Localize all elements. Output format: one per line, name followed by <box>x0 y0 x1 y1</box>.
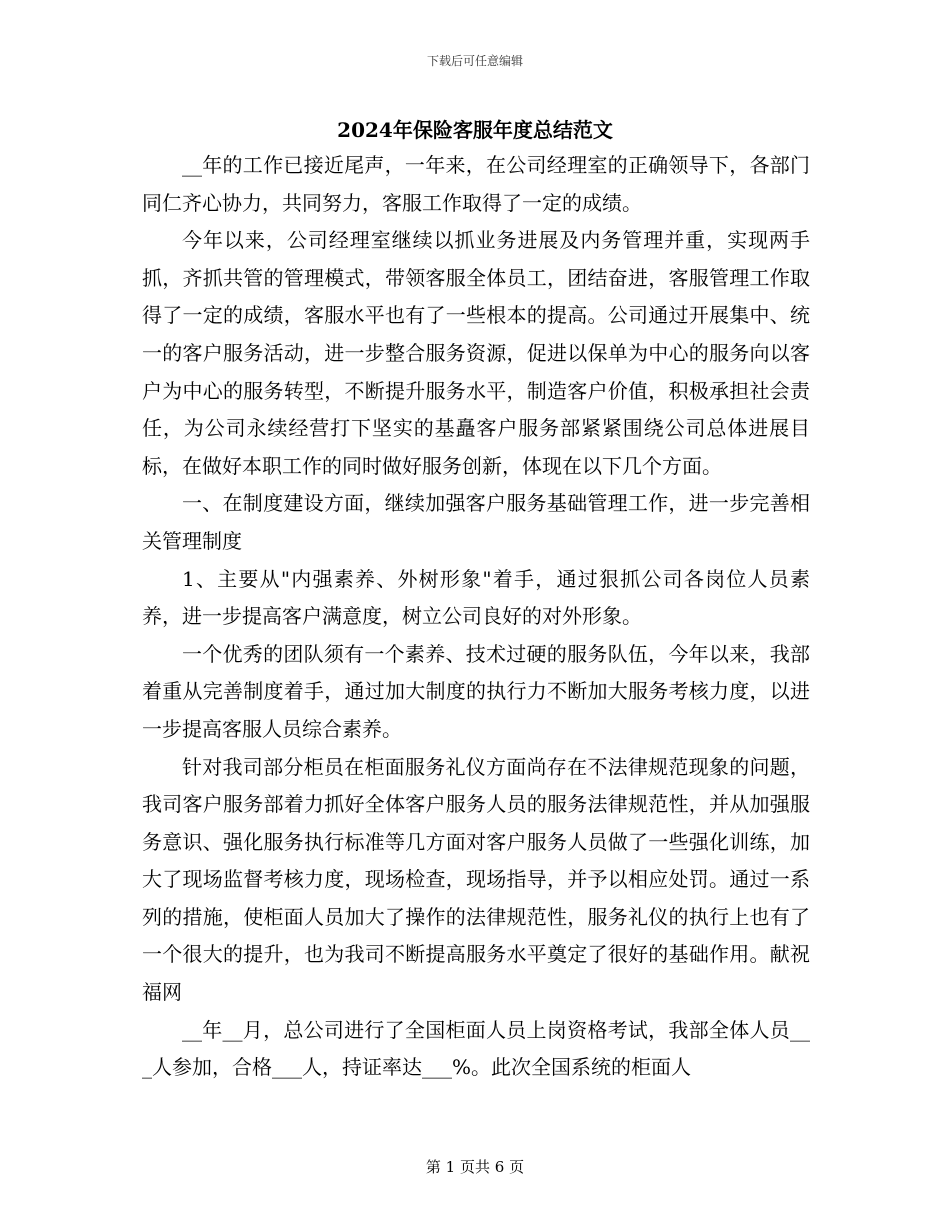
section-heading-1: 一、在制度建设方面，继续加强客户服务基础管理工作，进一步完善相关管理制度 <box>142 491 810 553</box>
paragraph-2: 今年以来，公司经理室继续以抓业务进展及内务管理并重，实现两手抓，齐抓共管的管理模式，带领客服全体员工，团结奋进，客服管理工作取得了一定的成绩，客服水平也有了一些根本的提高。公司通过开展集中、统一的客户服务活动，进一步整合服务资源，促进以保单为中心的服务向以客户为中心的服务转型，不断提升服务水平，制造客户价值，积极承担社会责任，为公司永续经营打下坚实的基矗客户服务部紧紧围绕公司总体进展目标，在做好本职工作的同时做好服务创新，体现在以下几个方面。 <box>142 228 810 478</box>
page-header-note: 下载后可任意编辑 <box>426 54 523 68</box>
document-title: 2024年保险客服年度总结范文 <box>337 118 613 142</box>
paragraph-5: 针对我司部分柜员在柜面服务礼仪方面尚存在不法律规范现象的问题，我司客户服务部着力抓好全体客户服务人员的服务法律规范性，并从加强服务意识、强化服务执行标准等几方面对客户服务人员做了一些强化训练，加大了现场监督考核力度，现场检查，现场指导，并予以相应处罚。通过一系列的措施，使柜面人员加大了操作的法律规范性，服务礼仪的执行上也有了一个很大的提升，也为我司不断提高服务水平奠定了很好的基础作用。献祝福网 <box>142 754 810 1005</box>
paragraph-6: __年__月，总公司进行了全国柜面人员上岗资格考试，我部全体人员___人参加，合格___人，持证率达___%。此次全国系统的柜面人 <box>142 1017 810 1080</box>
paragraph-1: __年的工作已接近尾声，一年来，在公司经理室的正确领导下，各部门同仁齐心协力，共同努力，客服工作取得了一定的成绩。 <box>142 153 810 215</box>
paragraph-3: 1、主要从"内强素养、外树形象"着手，通过狠抓公司各岗位人员素养，进一步提高客户满意度，树立公司良好的对外形象。 <box>142 566 810 629</box>
paragraph-4: 一个优秀的团队须有一个素养、技术过硬的服务队伍，今年以来，我部着重从完善制度着手，通过加大制度的执行力不断加大服务考核力度，以进一步提高客服人员综合素养。 <box>142 641 810 741</box>
document-body <box>142 147 810 1087</box>
page-number: 第 1 页共 6 页 <box>425 1158 525 1176</box>
